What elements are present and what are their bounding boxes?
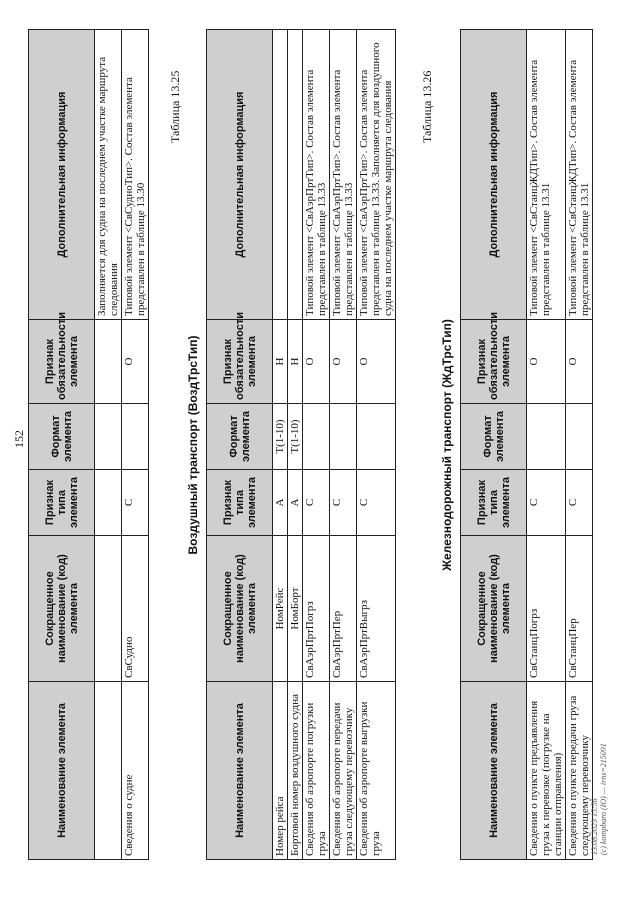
cell-format — [95, 404, 122, 470]
cell-name: Сведения об аэропорте выгрузки груза — [357, 682, 396, 860]
header-code: Сокращенное наименование (код) элемента — [207, 536, 273, 682]
header-type: Признак типа элемента — [29, 470, 95, 536]
cell-code: СвСудно — [122, 536, 149, 682]
header-name: Наименование элемента — [461, 682, 527, 860]
table-row — [273, 30, 288, 860]
header-name: Наименование элемента — [29, 682, 95, 860]
cell-type: А — [273, 470, 288, 536]
cell-code — [95, 536, 122, 682]
header-name: Наименование элемента — [207, 682, 273, 860]
cell-format: T(1-10) — [273, 404, 288, 470]
table-row — [527, 30, 566, 860]
cell-name: Номер рейса — [273, 682, 288, 860]
cell-required: Н — [288, 320, 303, 404]
cell-info: Типовой элемент <СвСтанцЖДТип>. Состав элемента представлен в таблице 13.31 — [527, 30, 566, 320]
cell-info: Заполняется для судна на последнем участке маршрута следования — [95, 30, 122, 320]
table-row — [566, 30, 593, 860]
cell-format — [122, 404, 149, 470]
cell-required: О — [357, 320, 396, 404]
header-required: Признак обязательности элемента — [29, 320, 95, 404]
cell-required: О — [122, 320, 149, 404]
cell-info: Типовой элемент <СвАэрПртТип>. Состав элемента представлен в таблице 13.33 — [303, 30, 330, 320]
cell-name: Сведения о судне — [122, 682, 149, 860]
cell-required: О — [303, 320, 330, 404]
cell-format — [527, 404, 566, 470]
table-header-row — [461, 30, 527, 860]
print-stamp — [590, 743, 608, 855]
header-info: Дополнительная информация — [29, 30, 95, 320]
cell-type: С — [122, 470, 149, 536]
cell-required: О — [527, 320, 566, 404]
cell-code: СвСтанцПогрз — [527, 536, 566, 682]
cell-required — [95, 320, 122, 404]
cell-type: С — [330, 470, 357, 536]
header-type: Признак типа элемента — [461, 470, 527, 536]
cell-info — [288, 30, 303, 320]
header-format: Формат элемента — [29, 404, 95, 470]
table-row — [122, 30, 149, 860]
table-title-air: Воздушный транспорт (ВоздТрсТип) — [186, 335, 200, 555]
cell-required: О — [330, 320, 357, 404]
page-number: 152 — [12, 430, 26, 448]
cell-name: Сведения об аэропорте погрузки груза — [303, 682, 330, 860]
header-type: Признак типа элемента — [207, 470, 273, 536]
header-info: Дополнительная информация — [461, 30, 527, 320]
cell-type: С — [303, 470, 330, 536]
header-format: Формат элемента — [207, 404, 273, 470]
cell-code: СвСтанцПер — [566, 536, 593, 682]
header-required: Признак обязательности элемента — [461, 320, 527, 404]
table-air-transport — [206, 29, 396, 860]
header-code: Сокращенное наименование (код) элемента — [461, 536, 527, 682]
cell-name: Сведения о пункте передачи груза следующему перевозчику — [566, 682, 593, 860]
cell-info: Типовой элемент <СвАэрПртТип>. Состав элемента представлен в таблице 13.33 — [330, 30, 357, 320]
cell-required: О — [566, 320, 593, 404]
cell-format — [566, 404, 593, 470]
cell-type: С — [566, 470, 593, 536]
table-title-rail: Железнодорожный транспорт (ЖдТрсТип) — [440, 319, 454, 571]
table-header-row — [207, 30, 273, 860]
cell-info — [273, 30, 288, 320]
stamp-line-1: 13.08.2023 15:56 — [590, 798, 599, 855]
table-rail-transport — [460, 29, 593, 860]
header-code: Сокращенное наименование (код) элемента — [29, 536, 95, 682]
cell-format — [357, 404, 396, 470]
cell-code: СвАэрПртПогрз — [303, 536, 330, 682]
cell-name — [95, 682, 122, 860]
stamp-line-2: (c) kompbaro (IO) — irns=215091 — [599, 743, 608, 855]
table-label-1325: Таблица 13.25 — [168, 70, 182, 143]
cell-type — [95, 470, 122, 536]
cell-type: С — [527, 470, 566, 536]
table-row — [288, 30, 303, 860]
table-header-row — [29, 30, 95, 860]
table-label-1326: Таблица 13.26 — [420, 70, 434, 143]
cell-type: С — [357, 470, 396, 536]
table-row — [95, 30, 122, 860]
cell-type: А — [288, 470, 303, 536]
cell-name: Бортовой номер воздушного судна — [288, 682, 303, 860]
table-row — [357, 30, 396, 860]
cell-info: Типовой элемент <СвСудноТип>. Состав элемента представлен в таблице 13.30 — [122, 30, 149, 320]
table-continuation — [28, 29, 149, 860]
cell-code: СвАэрПртПер — [330, 536, 357, 682]
cell-name: Сведения об аэропорте передачи груза следующему перевозчику — [330, 682, 357, 860]
cell-required: Н — [273, 320, 288, 404]
table-row — [303, 30, 330, 860]
cell-format: T(1-10) — [288, 404, 303, 470]
cell-format — [330, 404, 357, 470]
cell-code: НомБорт — [288, 536, 303, 682]
header-info: Дополнительная информация — [207, 30, 273, 320]
cell-code: НомРейс — [273, 536, 288, 682]
header-required: Признак обязательности элемента — [207, 320, 273, 404]
cell-name: Сведения о пункте предъявления груза к перевозке (погрузке на станции отправления) — [527, 682, 566, 860]
header-format: Формат элемента — [461, 404, 527, 470]
cell-code: СвАэрПртВыгрз — [357, 536, 396, 682]
cell-format — [303, 404, 330, 470]
cell-info: Типовой элемент <СвАэрПртТип>. Состав элемента представлен в таблице 13.33. Заполняется для воздушного судна на последнем участке маршрута следования — [357, 30, 396, 320]
cell-info: Типовой элемент <СвСтанцЖДТип>. Состав элемента представлен в таблице 13.31 — [566, 30, 593, 320]
table-row — [330, 30, 357, 860]
